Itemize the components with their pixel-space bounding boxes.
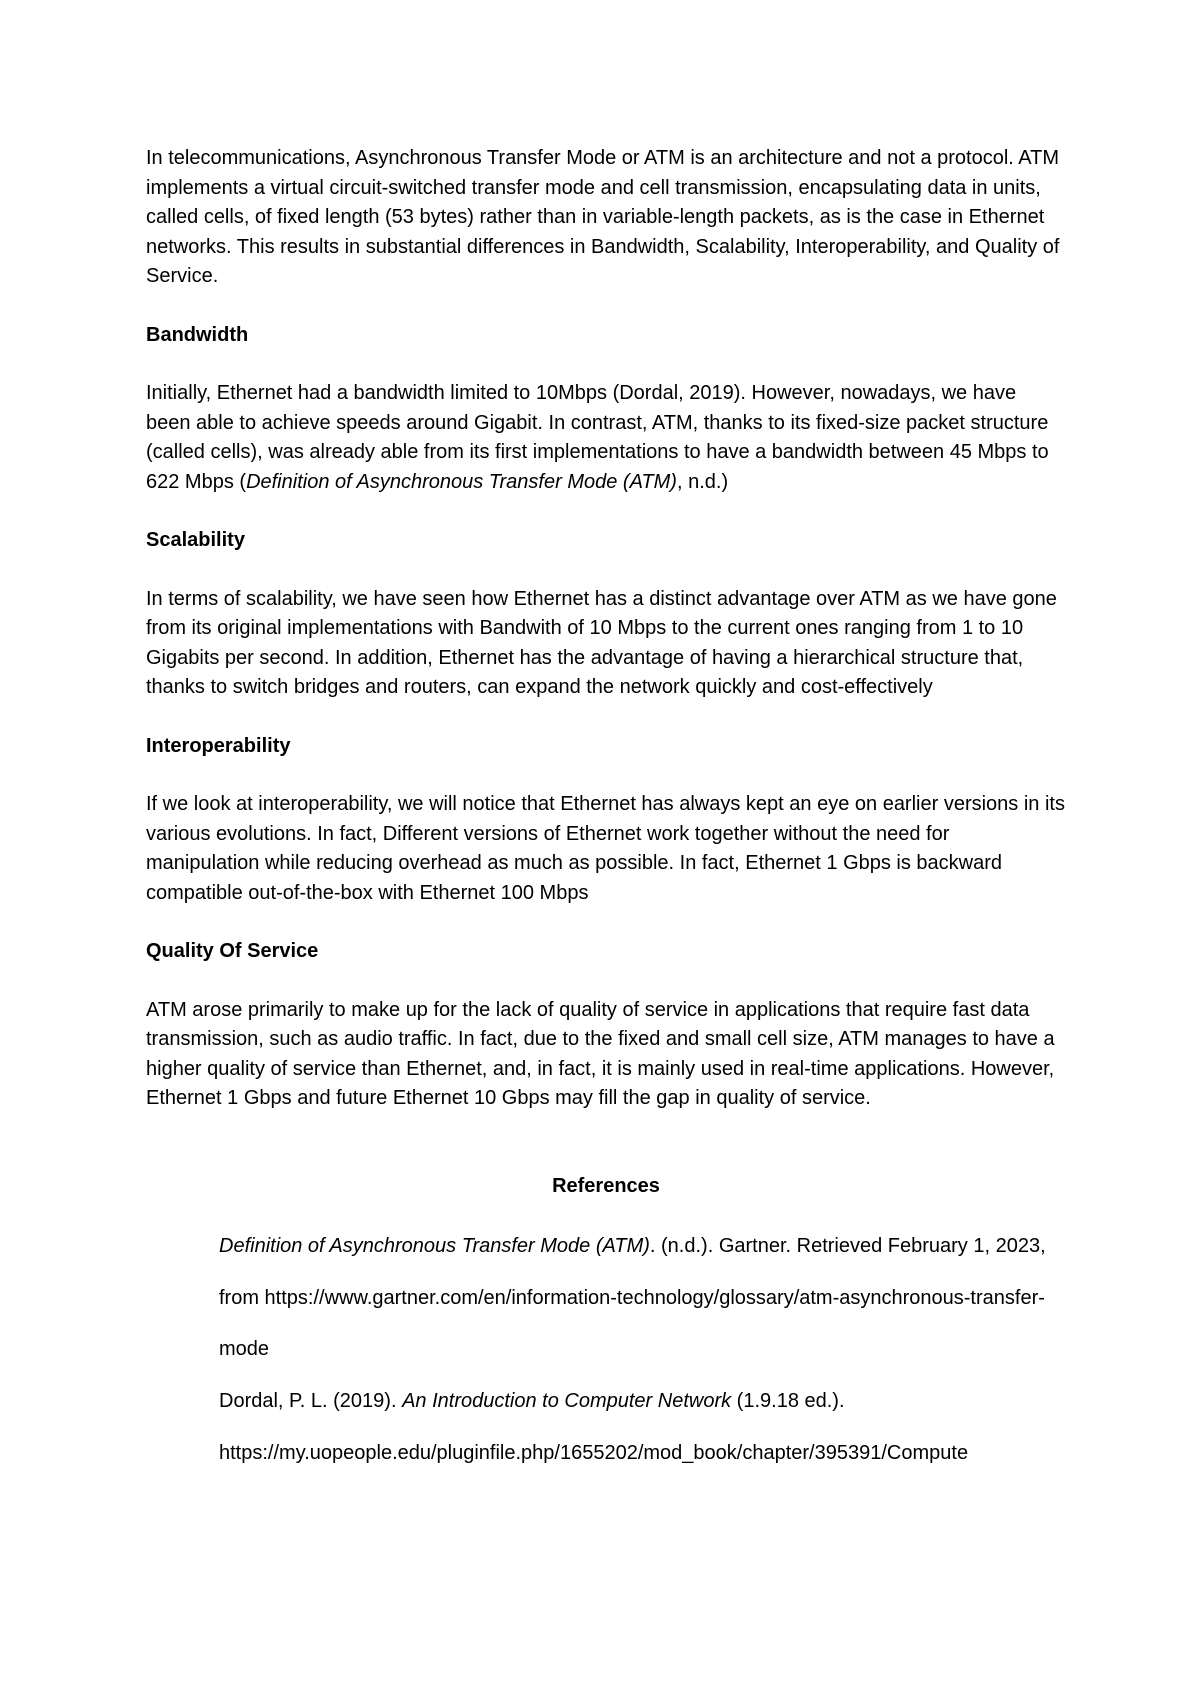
section-heading: Scalability xyxy=(146,529,245,551)
reference-url: https://my.uopeople.edu/pluginfile.php/1655202/mod_book/chapter/395391/Compute xyxy=(219,1441,969,1464)
section-heading: Bandwidth xyxy=(146,323,249,346)
document-body xyxy=(146,144,1066,1480)
section-body: If we look at interoperability, we will notice that Ethernet has always kept an eye on earlier versions in its various evolutions. In fact, Different versions of Ethernet work together without the need for manipulation while reducing overhead as much as possible. In fact, Ethernet 1 Gbps is backward compatible out-of-the-box with Ethernet 100 Mbps xyxy=(146,793,1065,904)
intro-paragraph: In telecommunications, Asynchronous Transfer Mode or ATM is an architecture and not a protocol. ATM implements a virtual circuit-switched transfer mode and cell transmission, encapsulating data in units, called cells, of fixed length (53 bytes) rather than in variable-length packets, as is the case in Ethernet networks. This results in substantial differences in Bandwidth, Scalability, Interoperability, and Quality of Service. xyxy=(146,147,1060,287)
section-body: ATM arose primarily to make up for the lack of quality of service in applications that require fast data transmission, such as audio traffic. In fact, due to the fixed and small cell size, ATM manages to have a higher quality of service than Ethernet, and, in fact, it is mainly used in real-time applications. However, Ethernet 1 Gbps and future Ethernet 10 Gbps may fill the gap in quality of service. xyxy=(146,998,1055,1109)
section-heading: Quality Of Service xyxy=(146,940,319,962)
section-bandwidth xyxy=(146,321,1066,498)
reference-title-italic: Definition of Asynchronous Transfer Mode (ATM) xyxy=(219,1235,650,1257)
reference-item: Definition of Asynchronous Transfer Mode (ATM). (n.d.). Gartner. Retrieved February 1, 2023, from https://www.gartner.com/en/information-technology/glossary/atm-asynchronous-transfer-mode xyxy=(219,1235,1046,1361)
section-interoperability xyxy=(146,732,1066,909)
section-scalability xyxy=(146,526,1066,703)
reference-title-italic: An Introduction to Computer Network xyxy=(402,1390,732,1413)
references-list xyxy=(219,1221,1079,1480)
references-title: References xyxy=(552,1174,660,1197)
section-body: Initially, Ethernet had a bandwidth limited to 10Mbps (Dordal, 2019). However, nowadays, we have been able to achieve speeds around Gigabit. In contrast, ATM, thanks to its fixed-size packet structure (called cells), was already able from its first implementations to have a bandwidth between 45 Mbps to 622 Mbps (Definition of Asynchronous Transfer Mode (ATM), n.d.) xyxy=(146,382,1049,493)
section-heading: Interoperability xyxy=(146,734,291,757)
reference-item: Dordal, P. L. (2019). An Introduction to Computer Network (1.9.18 ed.). https://my.uopeople.edu/pluginfile.php/1655202/mod_book/chapter/395391/Compute xyxy=(219,1376,1079,1479)
section-quality-of-service xyxy=(146,937,1066,1114)
section-body: In terms of scalability, we have seen how Ethernet has a distinct advantage over ATM as we have gone from its original implementations with Bandwith of 10 Mbps to the current ones ranging from 1 to 10 Gigabits per second. In addition, Ethernet has the advantage of having a hierarchical structure that, thanks to switch bridges and routers, can expand the network quickly and cost-effectively xyxy=(146,587,1057,698)
citation-italic: Definition of Asynchronous Transfer Mode (ATM) xyxy=(246,470,677,493)
